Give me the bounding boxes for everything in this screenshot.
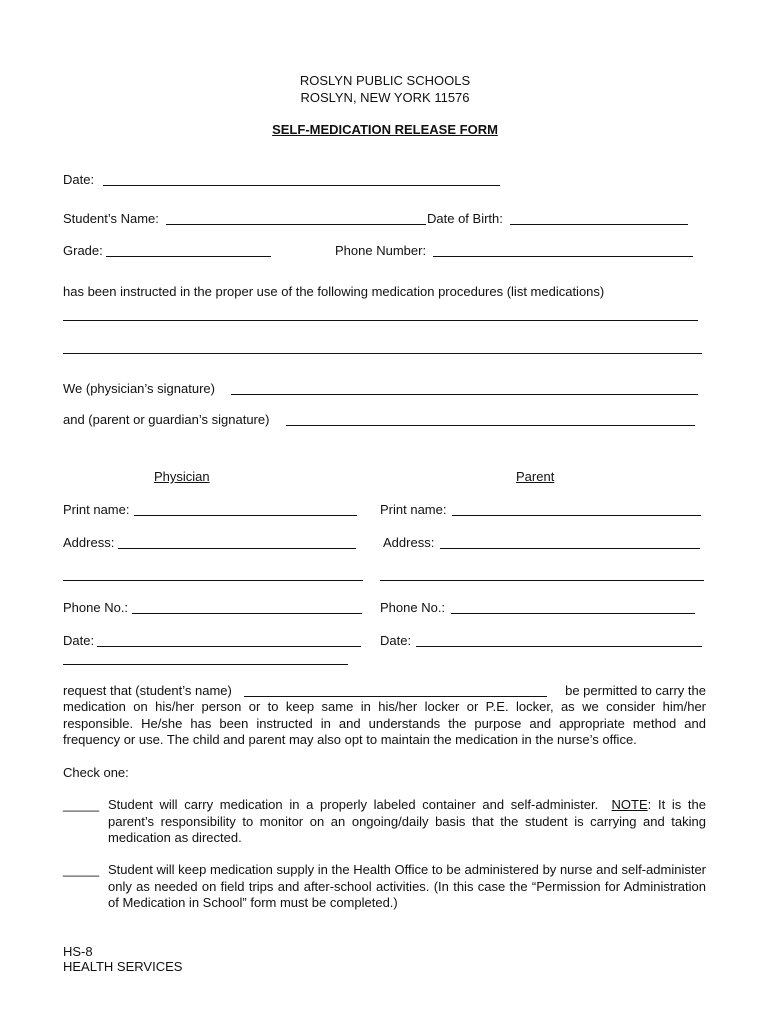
physician-phone-label: Phone No.:: [63, 600, 129, 615]
request-student-name-field[interactable]: [244, 696, 547, 697]
physician-address-label: Address:: [63, 535, 115, 550]
parent-address-label: Address:: [383, 535, 435, 550]
parent-heading: Parent: [516, 469, 555, 484]
medications-line-2[interactable]: [63, 353, 702, 354]
option1-note-text: : It is the parent’s responsibility to monitor on an ongoing/daily basis that the student is carrying and taking medication as directed.: [108, 797, 706, 845]
parent-phone-label: Phone No.:: [380, 600, 446, 615]
option2-checkbox[interactable]: _____: [63, 862, 100, 877]
option1-main: Student will carry medication in a properly labeled container and self-administer.: [108, 797, 599, 812]
parent-address-line-2[interactable]: [380, 580, 704, 581]
parent-print-name-field[interactable]: [452, 515, 701, 516]
parent-date-field[interactable]: [416, 646, 702, 647]
check-one-label: Check one:: [63, 765, 129, 780]
dob-label: Date of Birth:: [427, 211, 503, 226]
footer-department: HEALTH SERVICES: [63, 959, 183, 974]
physician-date-field[interactable]: [97, 646, 361, 647]
physician-date-label: Date:: [63, 633, 95, 648]
request-lead: request that (student’s name): [63, 683, 232, 698]
option1-text: [108, 797, 706, 847]
parent-signature-field[interactable]: [286, 425, 695, 426]
student-name-field[interactable]: [166, 224, 426, 225]
form-title: SELF-MEDICATION RELEASE FORM: [272, 122, 498, 137]
physician-heading: Physician: [154, 469, 210, 484]
request-line1-tail: be permitted to carry the: [565, 683, 706, 698]
grade-field[interactable]: [106, 256, 271, 257]
request-body: medication on his/her person or to keep same in his/her locker or P.E. locker, as we consider him/her responsible. He/she has been instructed in and understands the purpose and appropriate method and frequency or use. The child and parent may also opt to maintain the medication in the nurse’s office.: [63, 699, 706, 747]
physician-print-name-label: Print name:: [63, 502, 130, 517]
parent-address-field[interactable]: [440, 548, 700, 549]
date-field[interactable]: [103, 185, 500, 186]
district-name: ROSLYN PUBLIC SCHOOLS: [299, 73, 471, 88]
grade-label: Grade:: [63, 243, 103, 258]
student-name-label: Student’s Name:: [63, 211, 159, 226]
dob-field[interactable]: [510, 224, 688, 225]
medications-line-1[interactable]: [63, 320, 698, 321]
physician-address-field[interactable]: [118, 548, 356, 549]
physician-extra-line[interactable]: [63, 664, 348, 665]
phone-number-field[interactable]: [433, 256, 693, 257]
footer-code: HS-8: [63, 944, 93, 959]
parent-date-label: Date:: [380, 633, 412, 648]
option2-text: Student will keep medication supply in the Health Office to be administered by nurse and self-administer only as needed on field trips and after-school activities. (In this case the “Permission for Administration of Medication in School” form must be completed.): [108, 862, 706, 910]
date-label: Date:: [63, 172, 95, 187]
physician-signature-label: We (physician’s signature): [63, 381, 215, 396]
district-location: ROSLYN, NEW YORK 11576: [300, 90, 470, 105]
medications-instruction: has been instructed in the proper use of the following medication procedures (list medications): [63, 284, 605, 299]
parent-print-name-label: Print name:: [380, 502, 447, 517]
parent-phone-field[interactable]: [451, 613, 695, 614]
physician-signature-field[interactable]: [231, 394, 698, 395]
physician-address-line-2[interactable]: [63, 580, 363, 581]
option1-note-label: NOTE: [611, 797, 648, 812]
physician-phone-field[interactable]: [132, 613, 362, 614]
physician-print-name-field[interactable]: [134, 515, 357, 516]
option1-checkbox[interactable]: _____: [63, 797, 100, 812]
parent-signature-label: and (parent or guardian’s signature): [63, 412, 270, 427]
phone-number-label: Phone Number:: [335, 243, 427, 258]
